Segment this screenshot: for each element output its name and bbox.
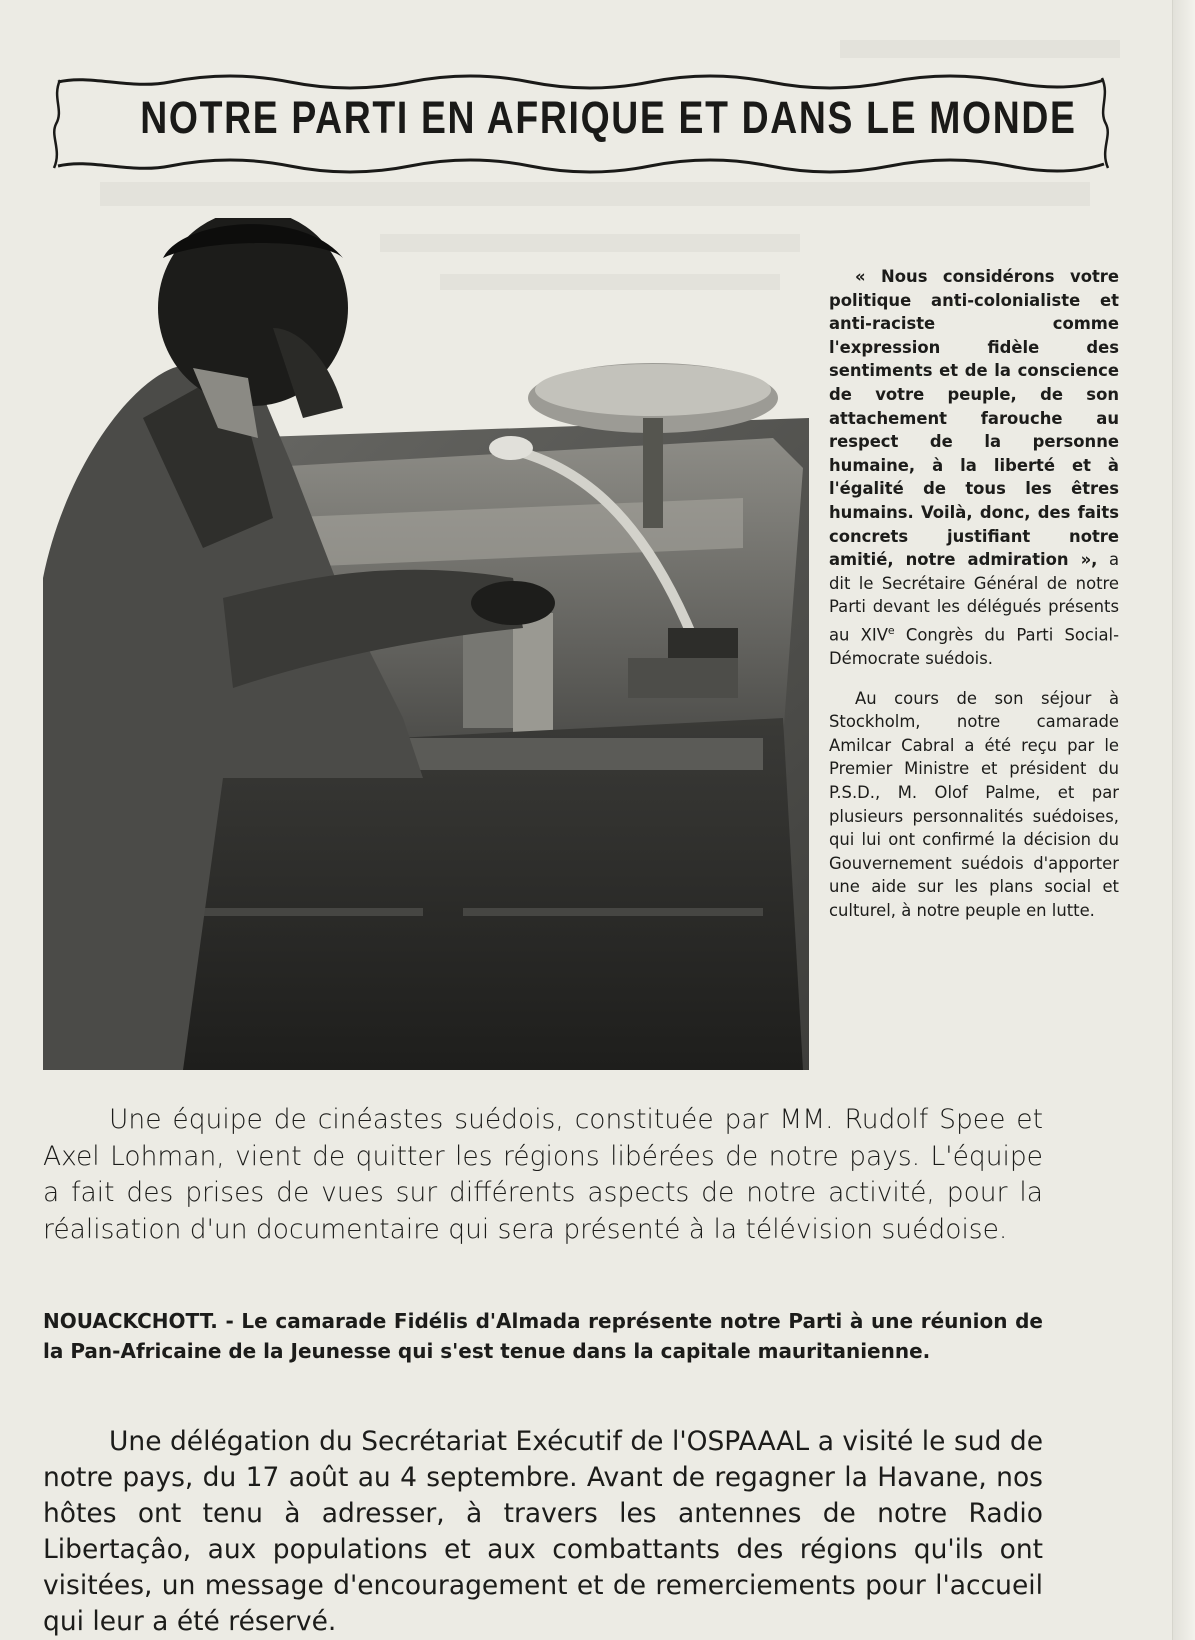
article-nouackchott-text: NOUACKCHOTT. - Le camarade Fidélis d'Almada représente notre Parti à une réunion de la Pan-Africaine de la Jeunesse qui s'est tenue dans la capitale mauritanienne.	[43, 1309, 1043, 1363]
article-ospaaal	[43, 1424, 1043, 1640]
article-ospaaal-text: Une délégation du Secrétariat Exécutif de l'OSPAAAL a visité le sud de notre pays, du 17 août au 4 septembre. Avant de regagner la Havane, nos hôtes ont tenu à adresser, à travers les antennes de notre Radio Libertaçâo, aux populations et aux combattants des régions qu'ils ont visitées, un message d'encouragement et de remerciements pour l'accueil qui leur a été réservé.	[43, 1426, 1043, 1637]
article-cineastes	[43, 1102, 1043, 1248]
article-cineastes-text: Une équipe de cinéastes suédois, constituée par MM. Rudolf Spee et Axel Lohman, vient de quitter les régions libérées de notre pays. L'équipe a fait des prises de vues sur différents aspects de notre activité, pour la réalisation d'un documentaire qui sera présenté à la télévision suédoise.	[43, 1104, 1043, 1245]
caption-paragraph-stockholm: Au cours de son séjour à Stockholm, notre camarade Amilcar Cabral a été reçu par le Premier Ministre et président du P.S.D., M. Olof Palme, et par plusieurs personnalités suédoises, qui lui ont confirmé la décision du Gouvernement suédois d'apporter une aide sur les plans social et culturel, à notre peuple en lutte.	[829, 688, 1119, 920]
caption-quote-attribution-end: Congrès du Parti Social-Démocrate suédois.	[829, 625, 1119, 668]
caption-quote-bold: « Nous considérons votre politique anti-colonialiste et anti-raciste comme l'expression fidèle des sentiments et de la conscience de votre peuple, de son attachement farouche au respect de la personne humaine, à la liberté et à l'égalité de tous les êtres humains. Voilà, donc, des faits concrets justifiant notre amitié, notre admiration »,	[829, 267, 1119, 570]
caption-quote-attribution: a dit le Secrétaire Général de notre Parti devant les délégués présents au XIV	[829, 550, 1119, 645]
caption-quote	[829, 265, 1119, 671]
caption-ordinal-suffix: e	[887, 623, 895, 637]
photo-caption	[829, 265, 1119, 923]
section-header-banner	[50, 70, 1112, 178]
speaker-photo	[43, 218, 809, 1070]
section-title: NOTRE PARTI EN AFRIQUE ET DANS LE MONDE	[140, 92, 1077, 143]
page-edge	[1172, 0, 1195, 1640]
speaker-at-podium-image	[43, 218, 809, 1070]
show-through-texture	[840, 30, 1140, 70]
article-nouackchott	[43, 1307, 1043, 1366]
